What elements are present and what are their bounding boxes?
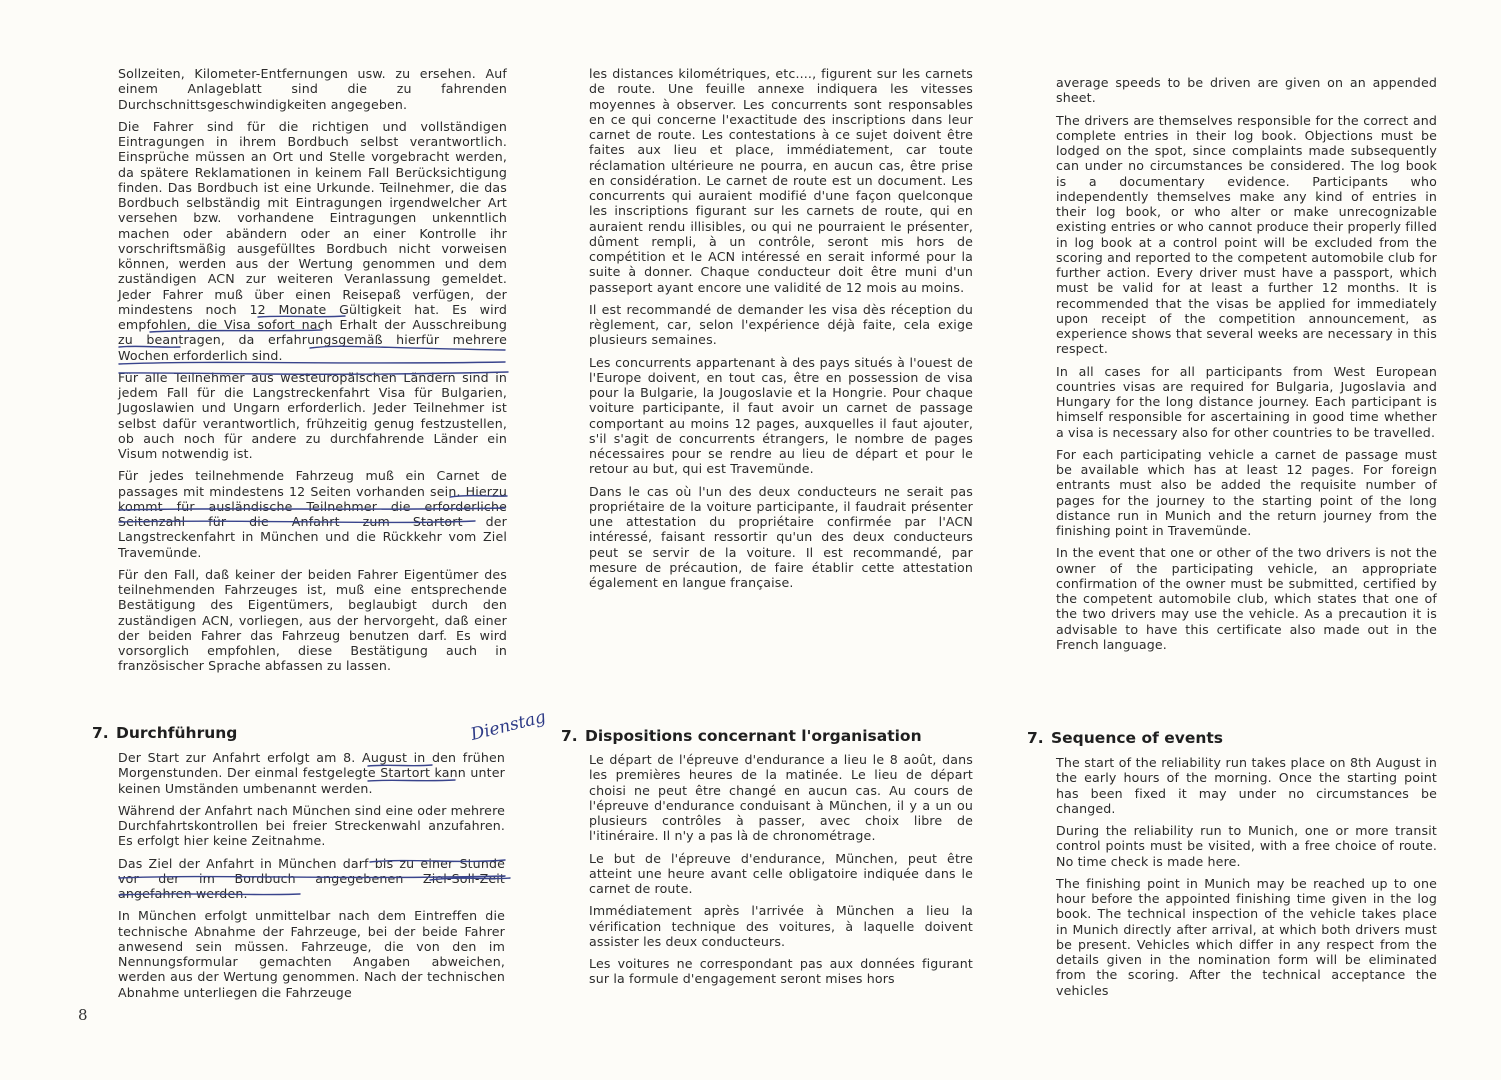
paragraph: Sollzeiten, Kilometer-Entfernungen usw. zu ersehen. Auf einem Anlageblatt sind die zu fahrenden Durchschnittsgeschwindigkeiten angegeben. — [118, 66, 507, 112]
paragraph: The finishing point in Munich may be reached up to one hour before the appointed finishing time given in the log book. The technical inspection of the vehicle takes place in Munich directly after arrival, at which both drivers must be present. Vehicles which differ in any respect from the details given in the nomination form will be eliminated from the scoring. After the technical acceptance the vehicles — [1056, 875, 1437, 998]
paragraph: Les concurrents appartenant à des pays situés à l'ouest de l'Europe doivent, en tout cas, être en possession de visa pour la Bulgarie, la Jougoslavie et la Hongrie. Pour chaque voiture participante, il faut avoir un carnet de passage comportant au moins 12 pages, auxquelles il faut ajouter, s'il s'agit de concurrents étrangers, le nombre de pages nécessaires pour se rendre au lieu de départ et pour le retour au but, qui est Travemünde. — [589, 354, 973, 477]
pen-underline — [430, 878, 510, 880]
paragraph: Der Start zur Anfahrt erfolgt am 8. August in den frühen Morgenstunden. Der einmal festgelegte Startort kann unter keinen Umständen umbenannt werden. — [118, 750, 505, 796]
pen-underline — [119, 521, 475, 522]
pen-underline — [258, 316, 345, 317]
paragraph: During the reliability run to Munich, one or more transit control points must be visited, with a free choice of route. No time check is made here. — [1056, 823, 1437, 869]
paragraph: In München erfolgt unmittelbar nach dem Eintreffen die technische Abnahme der Fahrzeuge, bei der beide Fahrer anwesend sein müssen. Fahrzeuge, die von den im Nennungsformular gemachten Angaben abweichen, werden aus der Wertung genommen. Nach der technischen Abnahme unterliegen die Fahrzeuge — [118, 908, 505, 1000]
paragraph: Für alle Teilnehmer aus westeuropäischen Ländern sind in jedem Fall für die Langstreckenfahrt Visa für Bulgarien, Jugoslawien und Ungarn erforderlich. Jeder Teilnehmer ist selbst dafür verantwortlich, frühzeitig genug festzustellen, ob auch noch für andere zu durchfahrende Länder ein Visum notwendig ist. — [118, 369, 507, 461]
paragraph: Les voitures ne correspondant pas aux données figurant sur la formule d'engagement seront mises hors — [589, 956, 973, 987]
pen-underline — [119, 508, 505, 510]
pen-underline — [370, 860, 505, 862]
pen-underline — [450, 496, 507, 497]
paragraph: In all cases for all participants from West European countries visas are required for Bulgaria, Jugoslavia and Hungary for the long distance journey. Each participant is himself responsible for ascertaining in good time whether a visa is necessary also for other countries to be travelled. — [1056, 363, 1437, 440]
paragraph: Le but de l'épreuve d'endurance, München, peut être atteint une heure avant celle obligatoire indiquée dans le carnet de route. — [589, 850, 973, 896]
paragraph: average speeds to be driven are given on an appended sheet. — [1056, 75, 1437, 106]
paragraph: Für jedes teilnehmende Fahrzeug muß ein Carnet de passages mit mindestens 12 Seiten vorhanden sein. Hierzu kommt für ausländische Teilnehmer die erforderliche Seitenzahl für die Anfahrt zum Startort der Langstreckenfahrt in München und die Rückkehr vom Ziel Travemünde. — [118, 468, 507, 560]
handwritten-note: Dienstag — [468, 707, 548, 745]
pen-underline — [119, 876, 505, 878]
paragraph: Für den Fall, daß keiner der beiden Fahrer Eigentümer des teilnehmenden Fahrzeuges ist, muß eine entsprechende Bestätigung des Eigentümers, beglaubigt durch den zuständigen ACN, vorliegen, aus der hervorgeht, daß einer der beiden Fahrer das Fahrzeug benutzen darf. Es wird vorsorglich empfohlen, diese Bestätigung auch in französischer Sprache abfassen zu lassen. — [118, 566, 507, 674]
section-title: Sequence of events — [1051, 729, 1224, 747]
section-number: 7. — [1027, 729, 1044, 747]
paragraph: Das Ziel der Anfahrt in München darf bis zu einer Stunde vor der im Bordbuch angegebenen Ziel-Soll-Zeit angefahren werden. — [118, 855, 505, 901]
pen-underline — [119, 372, 508, 374]
paragraph: For each participating vehicle a carnet de passage must be available which has at least 12 pages. For foreign entrants must also be added the requisite number of pages for the journey to the starting point of the long distance run in Munich and the return journey from the finishing point in Travemünde. — [1056, 446, 1437, 538]
section-number: 7. — [561, 727, 578, 745]
paragraph: The start of the reliability run takes place on 8th August in the early hours of the morning. Once the starting point has been fixed it may under no circumstances be changed. — [1056, 755, 1437, 816]
pen-underline — [119, 346, 180, 347]
paragraph: Dans le cas où l'un des deux conducteurs ne serait pas propriétaire de la voiture participante, il faudrait présenter une attestation du propriétaire confirmée par l'ACN intéressé, faisant ressortir qu'un des deux conducteurs peut se servir de la voiture. Il est recommandé, par mesure de précaution, de faire établir cette attestation également en langue française. — [589, 483, 973, 590]
paragraph: Immédiatement après l'arrivée à München a lieu la vérification technique des voitures, à laquelle doivent assister les deux conducteurs. — [589, 903, 973, 949]
pen-underline — [368, 765, 432, 766]
page-number: 8 — [78, 1006, 88, 1024]
pen-underline — [119, 362, 505, 364]
paragraph: Le départ de l'épreuve d'endurance a lieu le 8 août, dans les premières heures de la matinée. Le lieu de départ choisi ne peut être changé en aucun cas. Au cours de l'épreuve d'endurance conduisant à München, il y a un ou plusieurs contrôles à passer, avec choix libre de l'itinéraire. Il n'y a pas là de chronométrage. — [589, 752, 973, 844]
pen-underline — [150, 330, 322, 332]
paragraph: Die Fahrer sind für die richtigen und vollständigen Eintragungen in ihrem Bordbuch selbst verantwortlich. Einsprüche müssen an Ort und Stelle vorgebracht werden, da spätere Reklamationen in keinem Fall Berücksichtigung finden. Das Bordbuch ist eine Urkunde. Teilnehmer, die das Bordbuch selbständig mit Eintragungen irgendwelcher Art versehen bzw. vorhandene Eintragungen unkenntlich machen oder abändern oder an einer Kontrolle ihr vorschriftsmäßig ausgefülltes Bordbuch nicht vorweisen können, werden aus der Wertung genommen und dem zuständigen ACN zur weiteren Veranlassung gemeldet. Jeder Fahrer muß über einen Reisepaß verfügen, der mindestens noch 12 Monate Gültigkeit hat. Es wird empfohlen, die Visa sofort nach Erhalt der Ausschreibung zu beantragen, da erfahrungsgemäß hierfür mehrere Wochen erforderlich sind. — [118, 118, 507, 363]
section-title: Durchführung — [116, 724, 238, 742]
paragraph: Während der Anfahrt nach München sind eine oder mehrere Durchfahrtskontrollen bei freier Streckenwahl anzufahren. Es erfolgt hier keine Zeitnahme. — [118, 802, 506, 849]
pen-underline — [368, 780, 455, 781]
paragraph: les distances kilométriques, etc...., figurent sur les carnets de route. Une feuille annexe indiquera les vitesses moyennes à observer. Les concurrents sont responsables en ce qui concerne l'exactitude des inscriptions dans leur carnet de route. Les contestations à ce sujet doivent être faites aux lieu et place, immédiatement, car toute réclamation ultérieure ne pourra, en aucun cas, être prise en considération. Le carnet de route est un document. Les concurrents qui auraient modifié d'une façon quelconque les inscriptions figurant sur les carnets de route, qui en auraient rendu illisibles, ou qui ne pourraient le présenter, dûment rempli, à un contrôle, seront mis hors de compétition et le ACN intéressé en serait informé pour la suite à donner. Chaque conducteur doit être muni d'un passeport ayant encore une validité de 12 mois au moins. — [589, 66, 973, 295]
section-title: Dispositions concernant l'organisation — [585, 727, 922, 745]
pen-underline — [310, 346, 505, 350]
paragraph: Il est recommandé de demander les visa dès réception du règlement, car, selon l'expérience déjà faite, cela exige plusieurs semaines. — [589, 301, 973, 348]
paragraph: The drivers are themselves responsible for the correct and complete entries in their log book. Objections must be lodged on the spot, since complaints made subsequently can under no circumstances be considered. The log book is a documentary evidence. Participants who independently themselves make any kind of entries in their log book, or who alter or make unrecognizable existing entries or who cannot produce their properly filled in log book at a control point will be excluded from the scoring and reported to the competent automobile club for further action. Every driver must have a passport, which must be valid for at least a further 12 months. It is recommended that the visas be applied for immediately upon receipt of the competition announcement, as experience shows that several weeks are necessary in this respect. — [1056, 112, 1437, 357]
pen-underline — [119, 894, 300, 895]
paragraph: In the event that one or other of the two drivers is not the owner of the participating vehicle, an appropriate confirmation of the owner must be submitted, certified by the competent automobile club, which states that one of the two drivers may use the vehicle. As a precaution it is advisable to have this certificate also made out in the French language. — [1056, 545, 1437, 652]
section-number: 7. — [92, 724, 109, 742]
